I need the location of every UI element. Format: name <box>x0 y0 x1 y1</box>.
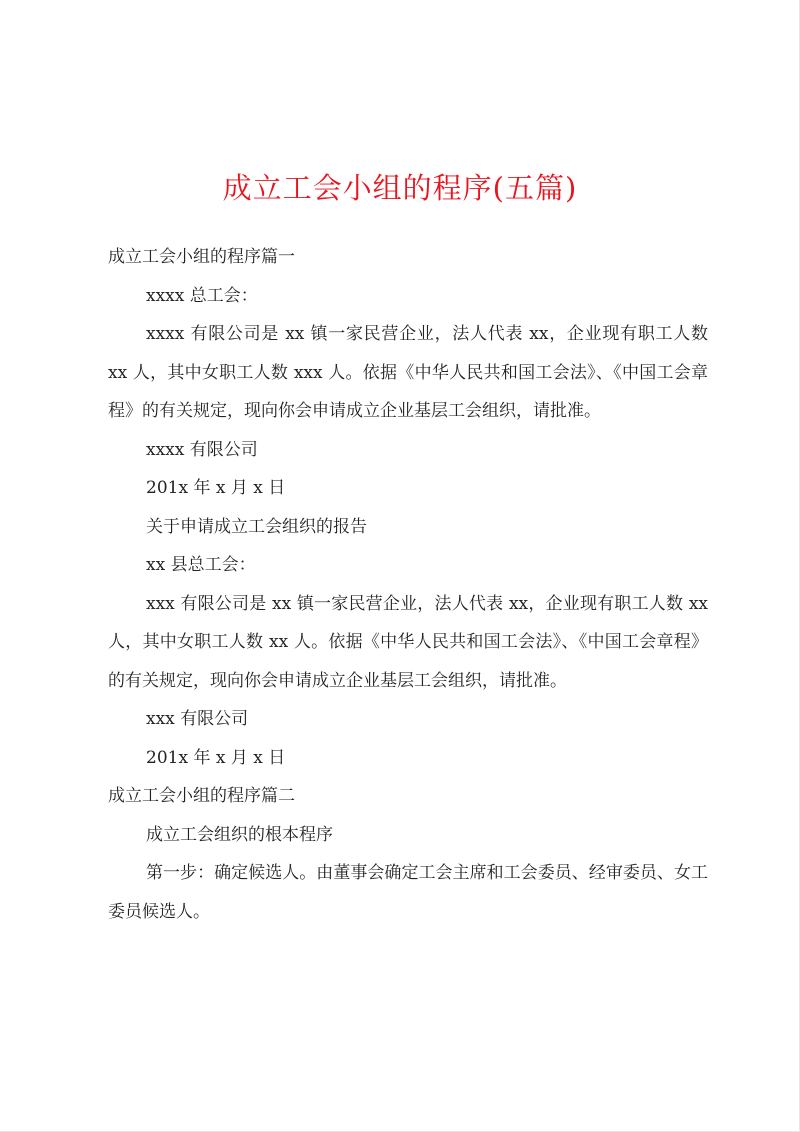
section-heading: 成立工会小组的程序篇一 <box>108 247 295 267</box>
document-body <box>108 238 708 931</box>
body-paragraph: 第一步：确定候选人。由董事会确定工会主席和工会委员、经审委员、女工委员候选人。 <box>108 863 708 922</box>
signature-company: xxx 有限公司 <box>146 709 249 729</box>
signature-date: 201x 年 x 月 x 日 <box>146 478 286 498</box>
section-heading: 成立工会小组的程序篇二 <box>108 786 295 806</box>
salutation: xx 县总工会： <box>146 555 256 575</box>
report-title: 关于申请成立工会组织的报告 <box>146 516 367 537</box>
signature-date: 201x 年 x 月 x 日 <box>146 747 286 768</box>
body-paragraph: xxxx 有限公司是 xx 镇一家民营企业，法人代表 xx，企业现有职工人数 xx 人，其中女职工人数 xxx 人。依据《中华人民共和国工会法》、《中国工会章程》的有关规定，现向你会申请成立企业基层工会组织，请批准。 <box>108 324 708 421</box>
salutation: xxxx 总工会： <box>146 285 258 306</box>
document-title: 成立工会小组的程序(五篇) <box>222 171 578 205</box>
body-paragraph: xxx 有限公司是 xx 镇一家民营企业，法人代表 xx，企业现有职工人数 xx 人，其中女职工人数 xx 人。依据《中华人民共和国工会法》、《中国工会章程》的有关规定，现向你会申请成立企业基层工会组织，请批准。 <box>108 593 708 691</box>
subheading: 成立工会组织的根本程序 <box>146 824 333 845</box>
signature-company: xxxx 有限公司 <box>146 439 258 460</box>
